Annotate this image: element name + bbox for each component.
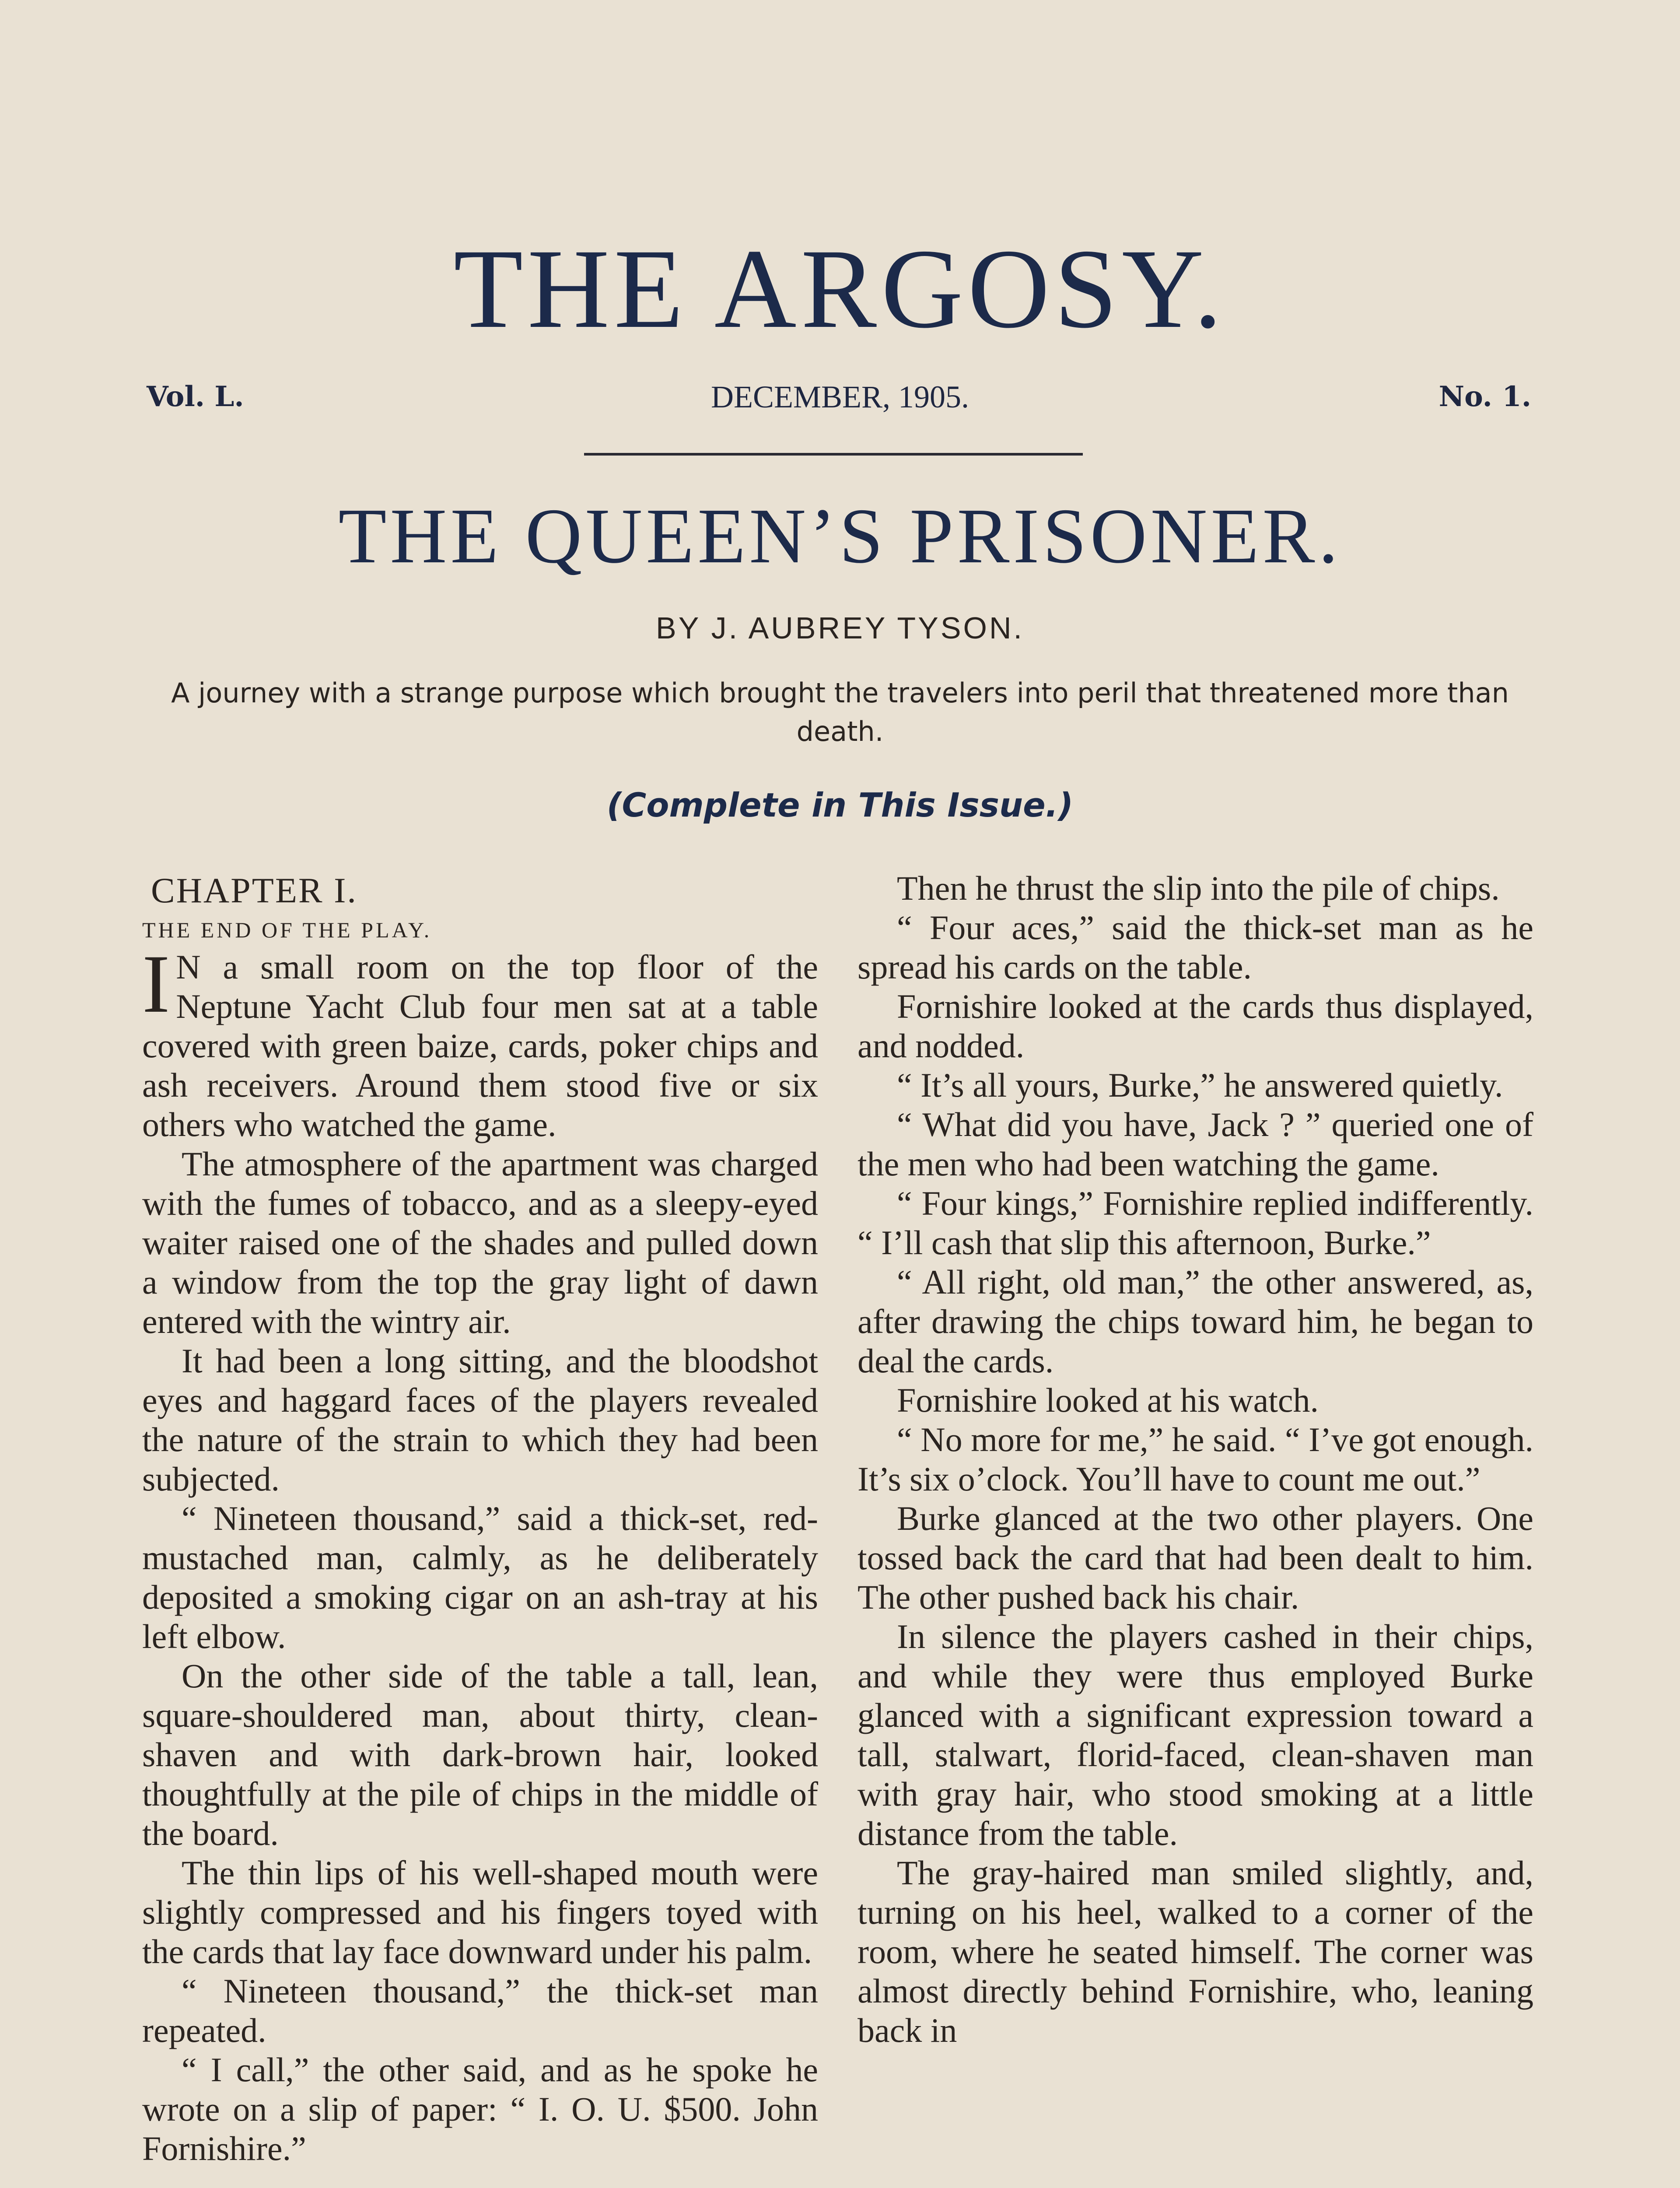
paragraph: “ Nineteen thousand,” the thick-set man repeated. [142,1972,818,2049]
title-divider [584,453,1083,456]
issue-number: No. 1. [1438,380,1531,413]
left-column [142,869,818,2168]
paragraph: Fornishire looked at the cards thus displayed, and nodded. [858,987,1533,1065]
story-tagline: A journey with a strange purpose which brought the travelers into peril that threatened more than death. [171,677,1509,747]
story-title: THE QUEEN’S PRISONER. [338,492,1342,579]
opening-paragraph [142,938,818,1144]
paragraph: In silence the players cashed in their chips, and while they were thus employed Burke glanced with a significant expression toward a tall, stalwart, florid-faced, clean-shaven man with gray hair, who stood smoking at a little distance from the table. [858,1617,1533,1852]
paragraph: “ Four kings,” Fornishire replied indifferently. “ I’ll cash that slip this afternoon, Burke.” [858,1184,1533,1262]
right-column [858,869,1533,2050]
volume-label: Vol. L. [147,380,244,413]
complete-in-issue-label: (Complete in This Issue.) [606,785,1074,824]
paragraph: It had been a long sitting, and the bloodshot eyes and haggard faces of the players revealed the nature of the strain to which they had been subjected. [142,1342,818,1498]
paragraph: Burke glanced at the two other players. One tossed back the card that had been dealt to him. The other pushed back his chair. [858,1499,1533,1616]
paragraph: The gray-haired man smiled slightly, and, turning on his heel, walked to a corner of the room, where he seated himself. The corner was almost directly behind Fornishire, who, leaning back in [858,1854,1533,2049]
paragraph: “ I call,” the other said, and as he spoke he wrote on a slip of paper: “ I. O. U. $500. John Fornishire.” [142,2051,818,2167]
paragraph: “ Four aces,” said the thick-set man as he spread his cards on the table. [858,908,1533,986]
issue-date: DECEMBER, 1905. [710,379,970,414]
paragraph: “ Nineteen thousand,” said a thick-set, red-mustached man, calmly, as he deliberately deposited a smoking cigar on an ash-tray at his left elbow. [142,1499,818,1655]
paragraph: “ All right, old man,” the other answered, as, after drawing the chips toward him, he began to deal the cards. [858,1263,1533,1380]
paragraph: On the other side of the table a tall, lean, square-shouldered man, about thirty, clean-shaven and with dark-brown hair, looked thoughtfully at the pile of chips in the middle of the board. [142,1657,818,1852]
continuation-paragraph: Then he thrust the slip into the pile of chips. [897,869,1500,907]
magazine-title: THE ARGOSY. [453,226,1227,352]
paragraph: “ What did you have, Jack ? ” queried one of the men who had been watching the game. [858,1105,1533,1183]
paragraph: The thin lips of his well-shaped mouth were slightly compressed and his fingers toyed with the cards that lay face downward under his palm. [142,1854,818,1971]
opening-paragraph-text: N a small room on the top floor of the Neptune Yacht Club four men sat at a table covered with green baize, cards, poker chips and ash receivers. Around them stood five or six others who watched the game. [142,948,818,1143]
paragraph: The atmosphere of the apartment was charged with the fumes of tobacco, and as a sleepy-eyed waiter raised one of the shades and pulled down a window from the top the gray light of dawn entered with the wintry air. [142,1145,818,1340]
chapter-subtitle: THE END OF THE PLAY. [142,918,432,942]
drop-cap: I [142,938,170,1030]
paragraph: Fornishire looked at his watch. [897,1381,1319,1419]
paragraph: “ No more for me,” he said. “ I’ve got enough. It’s six o’clock. You’ll have to count me out.” [858,1420,1533,1498]
chapter-heading: CHAPTER I. [151,870,357,910]
byline: BY J. AUBREY TYSON. [656,611,1024,645]
paragraph: “ It’s all yours, Burke,” he answered quietly. [897,1066,1503,1104]
